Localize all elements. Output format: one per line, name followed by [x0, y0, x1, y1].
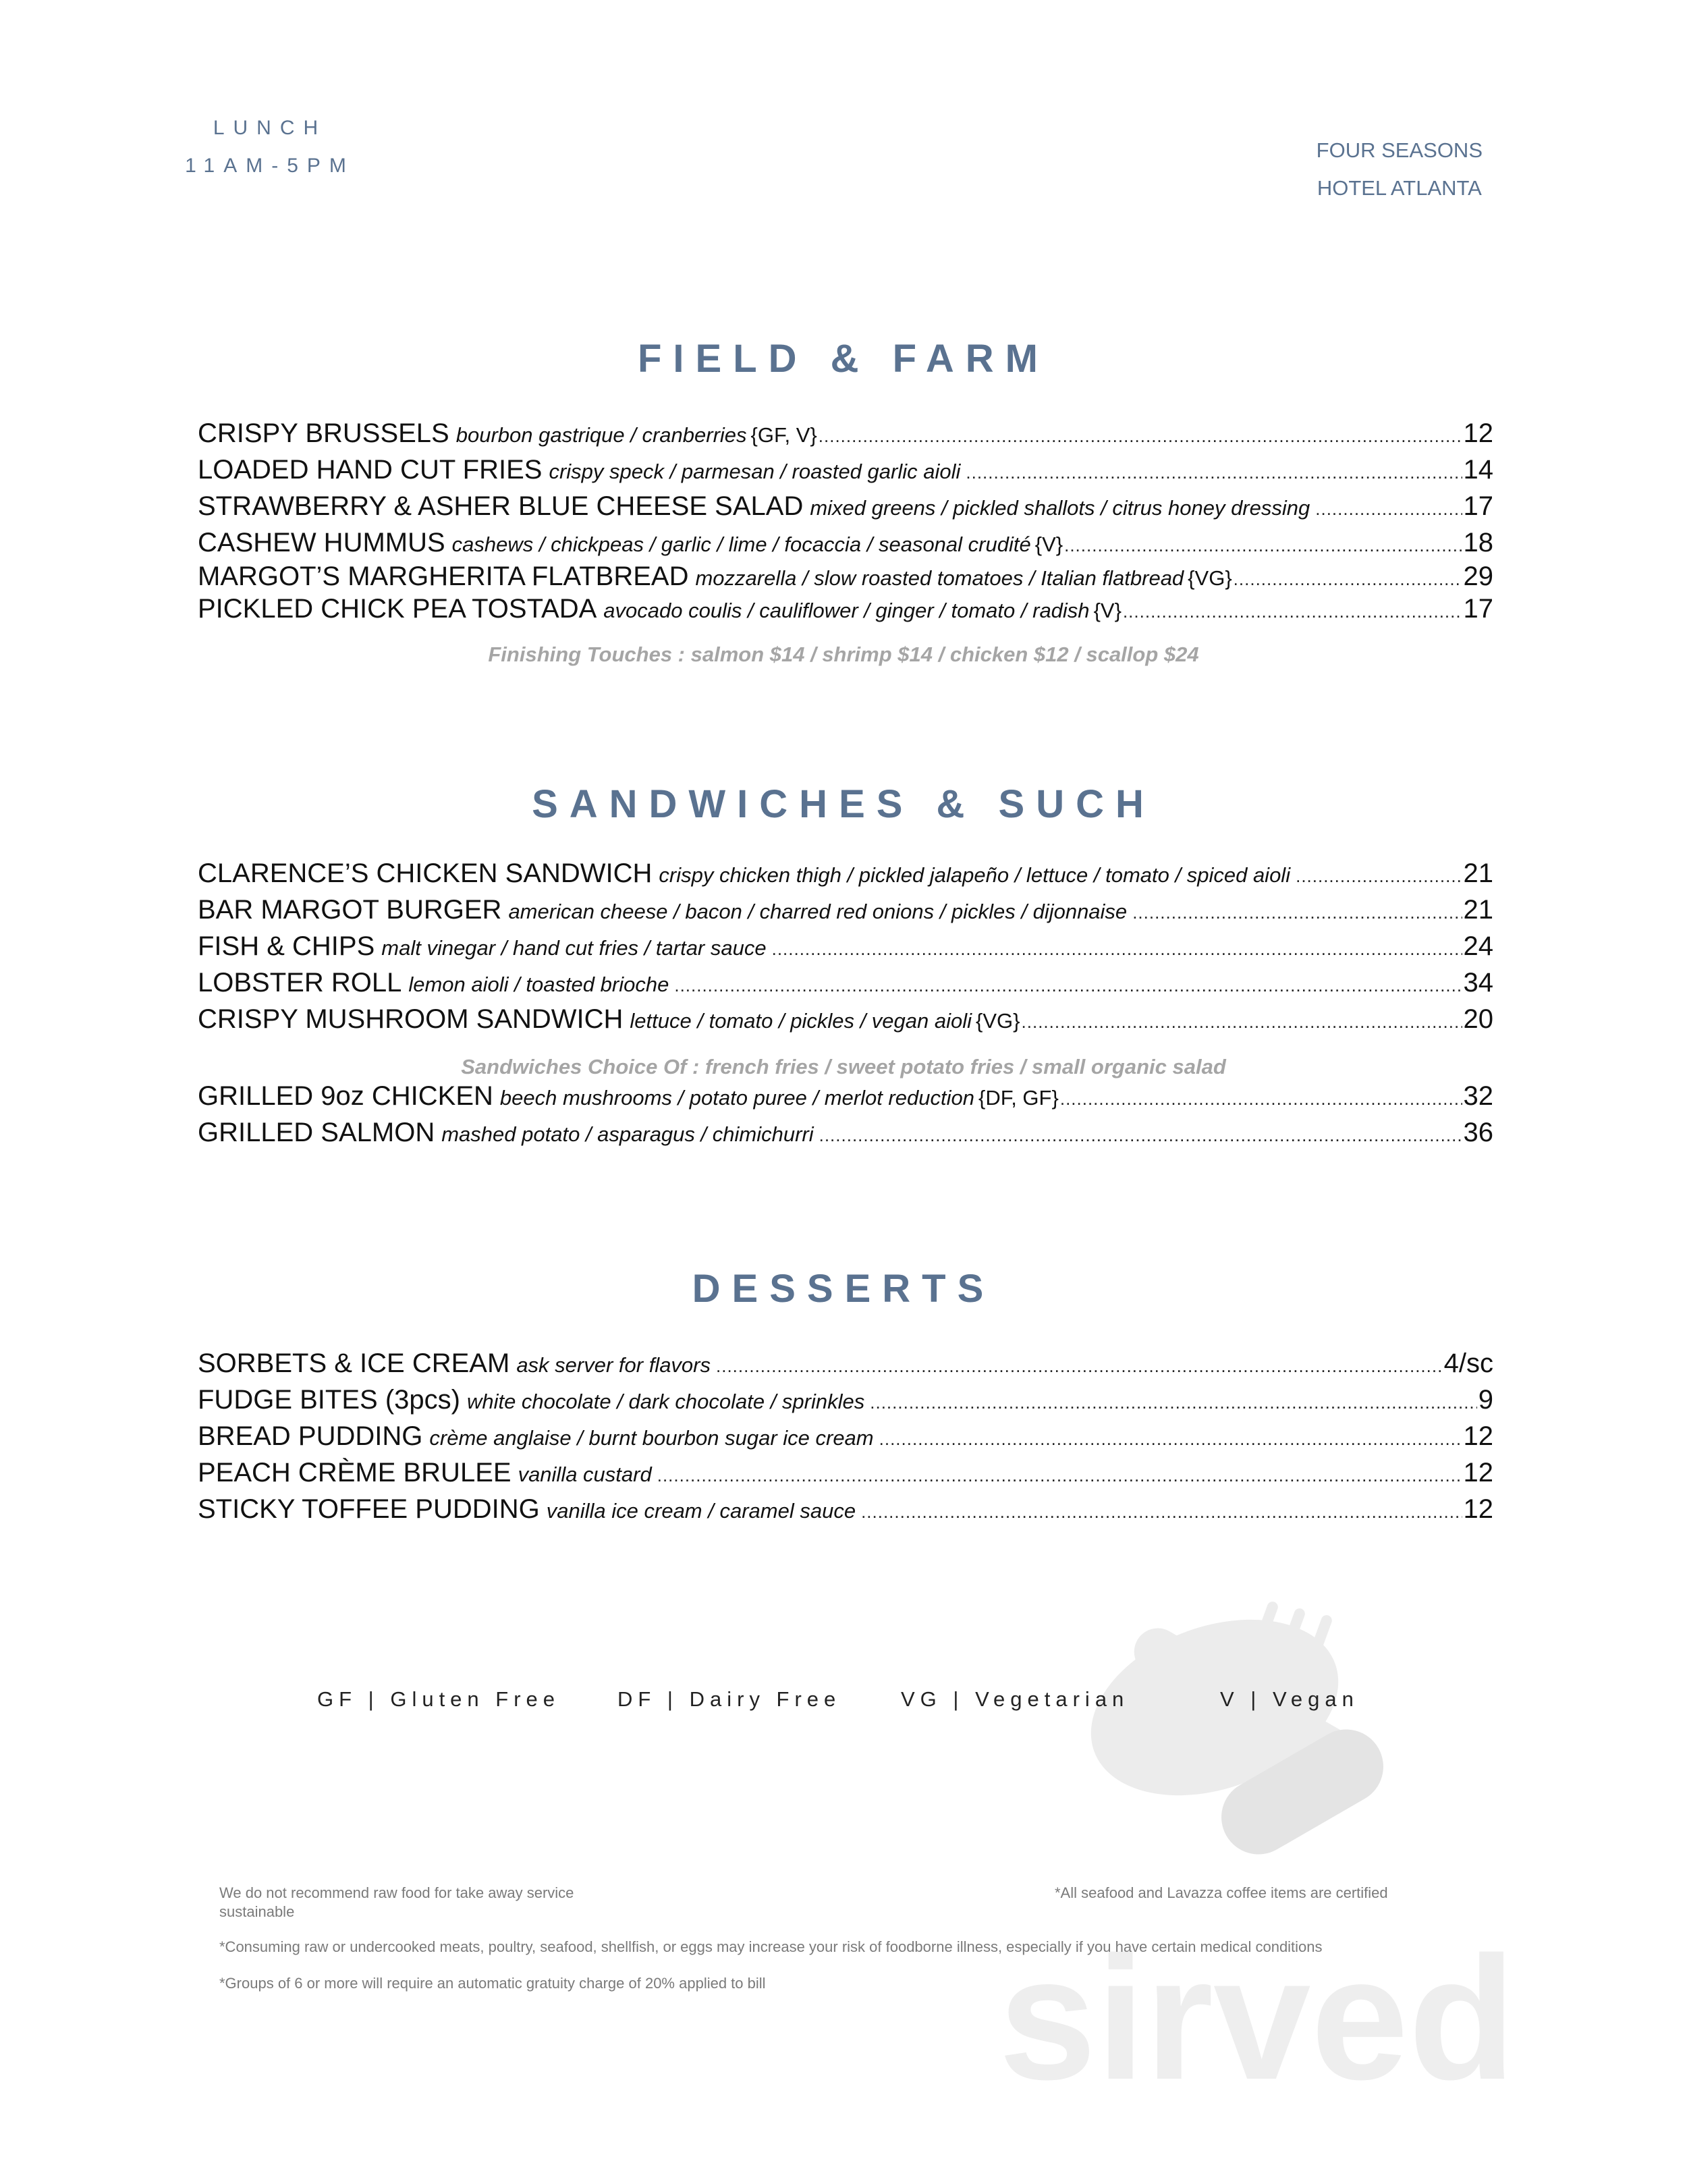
section-title-field-farm: FIELD & FARM: [638, 337, 1049, 381]
item-description: beech mushrooms / potato puree / merlot reduction: [499, 1086, 974, 1110]
menu-item: [198, 594, 1493, 629]
menu-item: [198, 455, 1493, 490]
menu-item: [198, 931, 1493, 966]
dot-leader: [1022, 1012, 1462, 1033]
item-name: PEACH CRÈME BRULEE: [198, 1458, 511, 1487]
item-name: CRISPY BRUSSELS: [198, 418, 449, 448]
menu-item: [198, 562, 1493, 597]
dot-leader: [674, 975, 1462, 996]
item-price: 14: [1463, 455, 1493, 485]
item-diet-tag: {DF, GF}: [978, 1086, 1059, 1110]
dot-leader: [966, 462, 1462, 483]
dot-leader: [879, 1429, 1462, 1450]
menu-item: [198, 491, 1493, 526]
item-price: 4/sc: [1443, 1348, 1493, 1378]
item-price: 12: [1463, 1494, 1493, 1524]
menu-item: [198, 1348, 1493, 1384]
menu-item: [198, 1118, 1493, 1153]
menu-item: [198, 858, 1493, 894]
dot-leader: [819, 1125, 1462, 1146]
dot-leader: [1064, 535, 1462, 556]
dot-leader: [657, 1465, 1462, 1486]
fork-spoon-icon: [1066, 1587, 1397, 1867]
legend-vg: VG | Vegetarian: [901, 1687, 1130, 1711]
item-description: cashews / chickpeas / garlic / lime / focaccia / seasonal crudité: [451, 533, 1031, 556]
item-price: 17: [1463, 594, 1493, 624]
item-price: 17: [1463, 491, 1493, 521]
item-price: 34: [1463, 968, 1493, 998]
menu-item: [198, 528, 1493, 563]
item-description: crème anglaise / burnt bourbon sugar ice cream: [429, 1426, 874, 1450]
dot-leader: [861, 1502, 1462, 1523]
menu-item: [198, 1494, 1493, 1529]
dot-leader: [819, 426, 1462, 447]
hotel-name-line2: HOTEL ATLANTA: [1317, 176, 1482, 200]
item-description: mashed potato / asparagus / chimichurri: [441, 1122, 814, 1146]
item-name: CLARENCE’S CHICKEN SANDWICH: [198, 858, 653, 888]
dot-leader: [1123, 601, 1462, 622]
item-name: SORBETS & ICE CREAM: [198, 1348, 510, 1378]
item-description: ask server for flavors: [516, 1353, 711, 1377]
item-price: 21: [1463, 895, 1493, 925]
item-name: BREAD PUDDING: [198, 1421, 423, 1451]
item-description: vanilla custard: [518, 1463, 652, 1486]
legend-v: V | Vegan: [1220, 1687, 1359, 1711]
section-title-sandwiches: SANDWICHES & SUCH: [532, 782, 1155, 826]
hotel-name: [1317, 132, 1483, 207]
item-price: 12: [1463, 418, 1493, 448]
item-description: lettuce / tomato / pickles / vegan aioli: [630, 1009, 972, 1033]
item-price: 12: [1463, 1421, 1493, 1451]
footer-sustainable-wrap: sustainable: [219, 1903, 295, 1920]
menu-item: [198, 1004, 1493, 1039]
item-description: crispy chicken thigh / pickled jalapeño / lettuce / tomato / spiced aioli: [659, 863, 1291, 887]
item-name: GRILLED 9oz CHICKEN: [198, 1081, 493, 1111]
dot-leader: [1234, 569, 1462, 590]
item-name: LOADED HAND CUT FRIES: [198, 455, 543, 485]
item-name: LOBSTER ROLL: [198, 968, 402, 998]
footer-takeaway-note: We do not recommend raw food for take away service: [219, 1884, 574, 1901]
meal-hours: 11AM-5PM: [185, 155, 355, 177]
item-price: 18: [1463, 528, 1493, 557]
item-price: 20: [1463, 1004, 1493, 1034]
menu-item: [198, 968, 1493, 1003]
menu-item: [198, 1081, 1493, 1116]
item-price: 29: [1463, 562, 1493, 591]
item-description: mixed greens / pickled shallots / citrus honey dressing: [810, 496, 1310, 520]
item-price: 32: [1463, 1081, 1493, 1111]
dot-leader: [870, 1392, 1476, 1413]
sandwich-choice-note: Sandwiches Choice Of : french fries / sweet potato fries / small organic salad: [461, 1055, 1226, 1079]
item-price: 36: [1463, 1118, 1493, 1147]
item-diet-tag: {VG}: [976, 1009, 1020, 1033]
item-name: CRISPY MUSHROOM SANDWICH: [198, 1004, 624, 1034]
sirved-watermark: [985, 1579, 1687, 2119]
item-description: bourbon gastrique / cranberries: [455, 423, 747, 447]
footer-gratuity-note: *Groups of 6 or more will require an automatic gratuity charge of 20% applied to bill: [219, 1975, 766, 1992]
item-description: white chocolate / dark chocolate / sprinkles: [466, 1390, 865, 1413]
dot-leader: [1296, 866, 1462, 887]
item-diet-tag: {GF, V}: [750, 423, 817, 447]
footer-sustainable-note: *All seafood and Lavazza coffee items are certified: [1055, 1884, 1388, 1901]
menu-meal-header: [169, 109, 371, 185]
dot-leader: [716, 1356, 1443, 1377]
item-description: vanilla ice cream / caramel sauce: [546, 1499, 856, 1523]
dot-leader: [1315, 499, 1462, 520]
finishing-touches-note: Finishing Touches : salmon $14 / shrimp $14 / chicken $12 / scallop $24: [488, 643, 1199, 666]
item-price: 9: [1478, 1385, 1493, 1415]
dot-leader: [1132, 902, 1462, 923]
item-diet-tag: {VG}: [1188, 566, 1232, 590]
section-title-desserts: DESSERTS: [692, 1267, 995, 1311]
item-description: malt vinegar / hand cut fries / tartar sauce: [381, 936, 767, 960]
item-name: GRILLED SALMON: [198, 1118, 435, 1147]
item-price: 21: [1463, 858, 1493, 888]
meal-label: LUNCH: [213, 117, 327, 139]
menu-item: [198, 418, 1493, 454]
item-name: STRAWBERRY & ASHER BLUE CHEESE SALAD: [198, 491, 804, 521]
item-name: STICKY TOFFEE PUDDING: [198, 1494, 540, 1524]
footer-raw-food-warning: *Consuming raw or undercooked meats, poultry, seafood, shellfish, or eggs may increase your risk of foodborne illness, especially if you have certain medical conditions: [219, 1938, 1323, 1955]
dot-leader: [772, 939, 1462, 960]
item-name: BAR MARGOT BURGER: [198, 895, 502, 925]
item-name: MARGOT’S MARGHERITA FLATBREAD: [198, 562, 689, 591]
item-name: FISH & CHIPS: [198, 931, 375, 961]
item-price: 12: [1463, 1458, 1493, 1487]
item-description: mozzarella / slow roasted tomatoes / Italian flatbread: [695, 566, 1184, 590]
menu-item: [198, 1421, 1493, 1456]
item-name: PICKLED CHICK PEA TOSTADA: [198, 594, 597, 624]
menu-item: [198, 895, 1493, 930]
item-name: CASHEW HUMMUS: [198, 528, 445, 557]
item-diet-tag: {V}: [1093, 599, 1122, 622]
dot-leader: [1060, 1089, 1462, 1110]
item-description: crispy speck / parmesan / roasted garlic aioli: [549, 460, 961, 483]
item-description: avocado coulis / cauliflower / ginger / tomato / radish: [603, 599, 1090, 622]
menu-item: [198, 1458, 1493, 1493]
legend-df: DF | Dairy Free: [617, 1687, 841, 1711]
menu-item: [198, 1385, 1493, 1420]
item-price: 24: [1463, 931, 1493, 961]
item-name: FUDGE BITES (3pcs): [198, 1385, 460, 1415]
item-description: american cheese / bacon / charred red onions / pickles / dijonnaise: [508, 900, 1128, 923]
item-description: lemon aioli / toasted brioche: [408, 973, 669, 996]
item-diet-tag: {V}: [1034, 533, 1063, 556]
hotel-name-line1: FOUR SEASONS: [1316, 138, 1483, 162]
legend-gf: GF | Gluten Free: [317, 1687, 561, 1711]
svg-text:sirved: sirved: [999, 1921, 1516, 2117]
